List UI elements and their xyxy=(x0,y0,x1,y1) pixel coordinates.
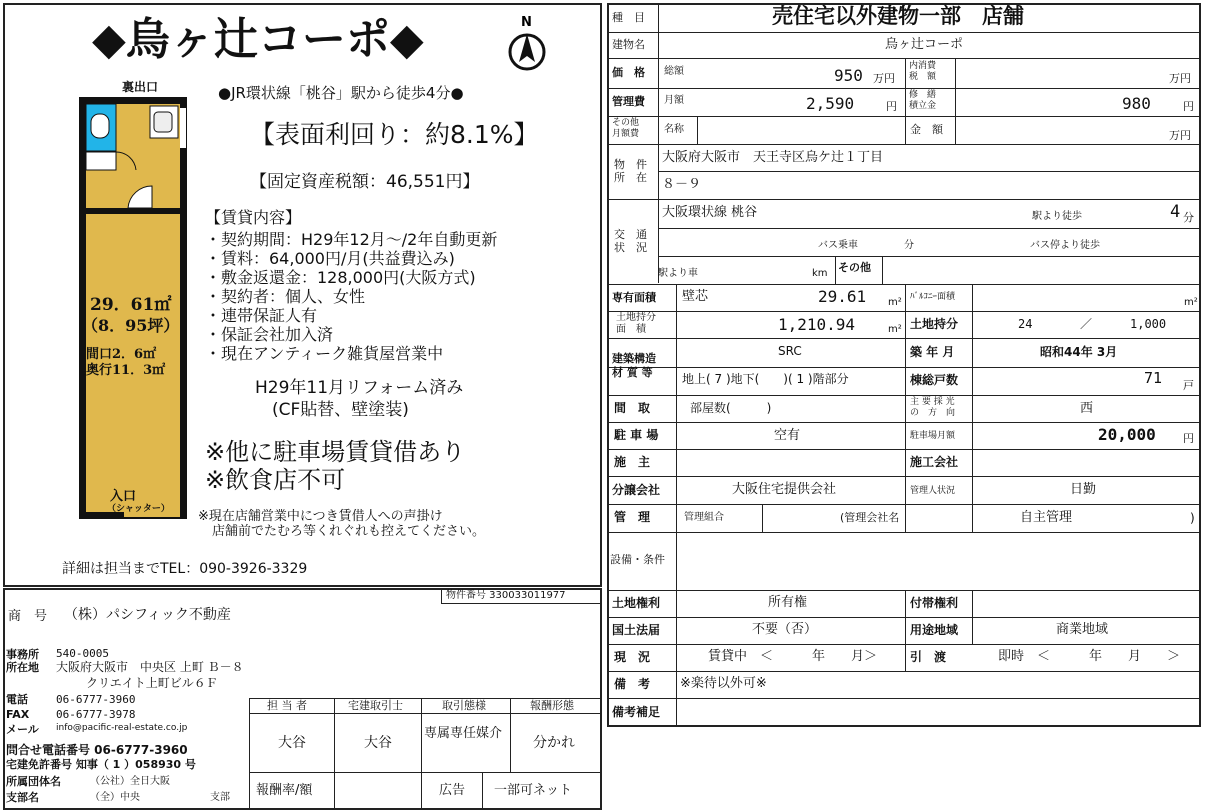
mgmt-label: 管理費 xyxy=(612,95,645,108)
seller-label: 分譲会社 xyxy=(612,483,661,497)
built-label: 築 年 月 xyxy=(910,345,955,359)
staff-value: 専属専任媒介 xyxy=(424,726,503,741)
type-value: 売住宅以外建物一部 店舗 xyxy=(772,4,1024,28)
train-line: 大阪環状線 桃谷 xyxy=(662,205,758,220)
staff-value: 分かれ xyxy=(533,735,575,751)
access-line: ●JR環状線「桃谷」駅から徒歩4分● xyxy=(218,84,464,102)
remarks-value: ※楽待以外可※ xyxy=(680,676,767,691)
lease-item: ・保証会社加入済 xyxy=(205,325,334,344)
mail-label: メール xyxy=(6,723,39,736)
status-label: 現 況 xyxy=(614,650,651,664)
tax-text: 【固定資産税額：46,551円】 xyxy=(250,172,480,192)
structure-label: 建築構造 材 質 等 xyxy=(612,352,656,379)
location-line1: 大阪府大阪市 天王寺区烏ケ辻１丁目 xyxy=(662,150,884,165)
area-value: 29.61 xyxy=(818,287,867,306)
share-numerator: 24 xyxy=(1018,317,1033,331)
balcony-unit: m² xyxy=(1184,297,1198,308)
walk-unit: 分 xyxy=(1183,211,1194,224)
manager-value: 日勤 xyxy=(1070,482,1097,497)
lease-item: ・現在アンティーク雑貨屋営業中 xyxy=(205,344,444,363)
car-label: 駅より車 xyxy=(658,268,698,279)
landright-label: 土地権利 xyxy=(612,596,661,610)
manage-union: 管理組合 xyxy=(684,512,724,523)
property-number: 物件番号 330033011977 xyxy=(446,590,566,601)
type-label: 種 目 xyxy=(612,11,645,24)
national-value: 不要（否） xyxy=(752,622,818,637)
share-denominator: 1,000 xyxy=(1130,317,1167,331)
layout-value: 部屋数( ) xyxy=(690,401,772,415)
light-value: 西 xyxy=(1080,401,1094,416)
land-area-unit: m² xyxy=(888,324,902,335)
staff-header: 宅建取引士 xyxy=(348,699,403,712)
handover-label: 引 渡 xyxy=(910,650,947,664)
lease-item: ・契約期間：H29年12月～/2年自動更新 xyxy=(205,230,498,249)
fax-label: FAX xyxy=(6,708,30,721)
assoc-label: 所属団体名 xyxy=(6,775,61,788)
mgmt-sub: 月額 xyxy=(664,95,684,106)
office-label: 事務所 所在地 xyxy=(6,648,39,674)
km-unit: km xyxy=(812,268,828,279)
property-title: ◆烏ヶ辻コーポ◆ xyxy=(92,14,424,65)
office-building: クリエイト上町ビル６Ｆ xyxy=(86,676,218,690)
reform-text: H29年11月リフォーム済み xyxy=(255,378,464,398)
units-unit: 戸 xyxy=(1183,379,1194,392)
inquiry-phone: 問合せ電話番号 06-6777-3960 xyxy=(6,743,188,757)
wall-center: 壁芯 xyxy=(682,289,709,304)
attached-label: 付帯権利 xyxy=(910,596,959,610)
share-separator: ／ xyxy=(1080,317,1093,331)
price-unit: 万円 xyxy=(873,72,895,85)
plan-shutter: （シャッター） xyxy=(107,504,170,514)
plan-area-m2: 29．61㎡ xyxy=(90,295,172,315)
repair-unit: 円 xyxy=(1183,100,1194,113)
name-label: 建物名 xyxy=(612,38,645,51)
parking-fee-value: 20,000 xyxy=(1098,425,1156,444)
structure-value: SRC xyxy=(778,344,802,358)
parking-note: ※他に駐車場賃貸借あり xyxy=(205,438,466,466)
bus-unit: 分 xyxy=(904,240,914,251)
parking-fee-label: 駐車場月額 xyxy=(910,431,956,441)
ad-value: 一部可ネット xyxy=(494,783,573,798)
handover-value: 即時 ＜ 年 月 ＞ xyxy=(998,649,1181,664)
lease-list xyxy=(205,230,497,363)
lease-item: ・契約者：個人、女性 xyxy=(205,287,366,306)
trade-name: （株）パシフィック不動産 xyxy=(64,607,231,623)
repair-value: 980 xyxy=(1122,94,1151,113)
walk-minutes: 4 xyxy=(1170,202,1181,222)
manage-company-value: 自主管理 xyxy=(1020,510,1073,525)
staff-value: 大谷 xyxy=(364,735,392,751)
parking-label: 駐 車 場 xyxy=(614,428,659,442)
mgmt-value: 2,590 xyxy=(806,94,855,113)
building-name: 烏ヶ辻コーポ xyxy=(885,37,964,52)
area-label: 専有面積 xyxy=(612,291,656,304)
other-sub: 名称 xyxy=(664,124,684,135)
mail-address[interactable]: info@pacific-real-estate.co.jp xyxy=(56,723,188,733)
floors-value: 地上( 7 )地下( )( 1 )階部分 xyxy=(682,372,849,386)
contact-line: 詳細は担当までTEL：090-3926-3329 xyxy=(62,561,308,577)
light-label: 主 要 採 光 の 方 向 xyxy=(910,397,956,418)
plan-entrance: 入口 xyxy=(110,489,137,504)
lease-item: ・連帯保証人有 xyxy=(205,306,318,325)
amount-label: 金 額 xyxy=(910,123,943,136)
tax-label: 内消費 税 額 xyxy=(909,61,937,82)
status-value: 賃貸中 ＜ 年 月＞ xyxy=(708,649,878,664)
staff-value: 大谷 xyxy=(278,735,306,751)
land-area-value: 1,210.94 xyxy=(778,315,856,334)
tenant-note-2: 店舗前でたむろ等くれぐれも控えてください。 xyxy=(212,524,486,539)
facility-label: 設備・条件 xyxy=(610,553,665,566)
reform-detail: (CF貼替、壁塗装) xyxy=(272,400,409,420)
license-number: 宅建免許番号 知事（ 1 ）058930 号 xyxy=(6,758,196,771)
staff-header: 取引態様 xyxy=(442,699,486,712)
amount-unit: 万円 xyxy=(1169,129,1191,142)
yield-text: 【表面利回り：約8.1%】 xyxy=(250,120,539,149)
units-label: 棟総戸数 xyxy=(910,373,959,387)
branch-name: （全）中央 支部 xyxy=(90,792,230,803)
manage-label: 管 理 xyxy=(614,510,651,524)
units-value: 71 xyxy=(1144,369,1163,387)
plan-depth: 奥行11．3㎡ xyxy=(86,363,166,378)
area-unit: m² xyxy=(888,297,902,308)
price-label: 価 格 xyxy=(612,66,645,79)
price-sub: 総額 xyxy=(664,66,684,77)
remarks-supplement-label: 備考補足 xyxy=(612,705,661,719)
manager-label: 管理人状況 xyxy=(910,486,956,496)
restaurant-note: ※飲食店不可 xyxy=(205,466,346,494)
balcony-label: ﾊﾞﾙｺﾆｰ面積 xyxy=(910,292,956,302)
manage-company-label: (管理会社名 xyxy=(840,511,900,524)
office-postal: 540-0005 xyxy=(56,647,109,660)
ad-label: 広告 xyxy=(439,783,466,798)
zoning-label: 用途地域 xyxy=(910,623,959,637)
location-label: 物 件 所 在 xyxy=(614,158,647,184)
tel-label: 電話 xyxy=(6,693,28,706)
price-value: 950 xyxy=(834,66,863,85)
office-address: 大阪府大阪市 中央区 上町 Ｂ－８ xyxy=(56,660,244,674)
share-label: 土地持分 xyxy=(910,317,959,331)
walk-label: 駅より徒歩 xyxy=(1032,211,1082,222)
tax-unit: 万円 xyxy=(1169,72,1191,85)
parking-fee-unit: 円 xyxy=(1183,432,1194,445)
lease-item: ・賃料：64,000円/月(共益費込み) xyxy=(205,249,455,268)
bus-label: バス乗車 xyxy=(818,240,858,251)
zoning-value: 商業地域 xyxy=(1056,622,1109,637)
repair-label: 修 繕 積立金 xyxy=(909,90,937,111)
builder-label: 施工会社 xyxy=(910,455,959,469)
spec-table xyxy=(607,3,1201,727)
manage-paren: ) xyxy=(1190,511,1195,525)
assoc-name: （公社）全日大阪 xyxy=(90,776,170,787)
bus-walk-label: バス停より徒歩 xyxy=(1030,240,1100,251)
staff-header: 担 当 者 xyxy=(267,699,307,712)
north-arrow-icon xyxy=(505,14,549,74)
mgmt-unit: 円 xyxy=(886,100,897,113)
branch-label: 支部名 xyxy=(6,791,39,804)
national-label: 国土法届 xyxy=(612,623,661,637)
built-value: 昭和44年 3月 xyxy=(1040,345,1118,359)
sonota-label: その他 xyxy=(838,261,871,274)
tenant-note: ※現在店舗営業中につき賃借人への声掛け xyxy=(198,509,443,524)
plan-area-tsubo: （8．95坪） xyxy=(82,316,180,335)
fax-number: 06-6777-3978 xyxy=(56,708,136,721)
trade-name-label: 商 号 xyxy=(8,609,48,624)
back-exit-label: 裏出口 xyxy=(122,80,159,94)
lease-item: ・敷金返還金：128,000円(大阪方式) xyxy=(205,268,476,287)
traffic-label: 交 通 状 況 xyxy=(614,228,647,254)
lease-heading: 【賃貸内容】 xyxy=(205,208,302,227)
location-line2: ８－９ xyxy=(662,177,702,192)
other-label: その他 月額費 xyxy=(612,118,640,139)
svg-text:N: N xyxy=(521,15,532,30)
parking-value: 空有 xyxy=(774,428,801,443)
staff-header: 報酬形態 xyxy=(530,699,574,712)
layout-label: 間 取 xyxy=(614,401,651,415)
tel-number: 06-6777-3960 xyxy=(56,693,136,706)
fee-label: 報酬率/額 xyxy=(256,783,313,798)
remarks-label: 備 考 xyxy=(614,677,651,691)
owner-label: 施 主 xyxy=(614,455,651,469)
plan-frontage: 間口2．6㎡ xyxy=(86,347,157,362)
landright-value: 所有権 xyxy=(768,595,808,610)
land-area-label: 土地持分 面 積 xyxy=(616,312,656,335)
seller-value: 大阪住宅提供会社 xyxy=(732,482,837,497)
